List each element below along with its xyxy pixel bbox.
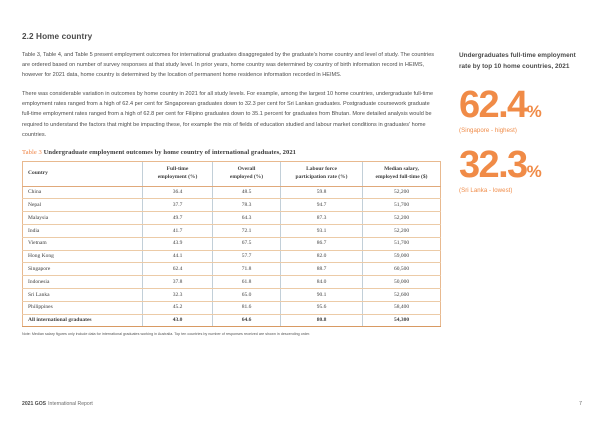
col-header-overall-employed bbox=[213, 161, 281, 186]
cell-overall: 48.5 bbox=[213, 186, 281, 199]
footer-page-number: 7 bbox=[579, 401, 582, 407]
cell-country: China bbox=[23, 186, 143, 199]
cell-salary: 51,700 bbox=[363, 199, 441, 212]
cell-labour: 90.1 bbox=[281, 288, 363, 301]
stat-highest bbox=[459, 84, 585, 134]
cell-salary: 52,200 bbox=[363, 225, 441, 238]
body-paragraph-2: There was considerable variation in outcomes by home country in 2021 for all study levels. For example, among the largest 10 home countries, undergraduate full-time employment rates ranged from a high of 62.4 per cent for Singaporean graduates down to 32.3 per cent for Sri Lankan graduates. Postgraduate coursework graduate full-time employment rates ranged from a high of 62.8 per cent for Filipino graduates down to 35.1 percent for graduates from Bhutan. More detailed analysis would be required to understand the factors that might be impacting these, for example the mix of fields of education studied and labour market conditions in graduates' home countries. bbox=[22, 91, 434, 138]
cell-salary: 51,700 bbox=[363, 237, 441, 250]
stat-lowest-value-wrap bbox=[459, 143, 585, 186]
cell-overall: 78.3 bbox=[213, 199, 281, 212]
col-header-overall-line2: employed (%) bbox=[229, 173, 264, 180]
cell-country: Vietnam bbox=[23, 237, 143, 250]
table-row bbox=[23, 288, 441, 301]
stat-highest-number: 62.4 bbox=[459, 84, 527, 127]
cell-fulltime: 32.3 bbox=[143, 288, 213, 301]
cell-salary: 59,000 bbox=[363, 250, 441, 263]
footer-report-line bbox=[22, 401, 93, 407]
stat-lowest-number: 32.3 bbox=[459, 143, 527, 186]
table-note: Note: Median salary figures only include data for international graduates working in Australia. Top ten countries by number of responses received are shown in descending order. bbox=[22, 332, 311, 337]
cell-fulltime-total: 43.0 bbox=[143, 314, 213, 327]
cell-labour: 82.0 bbox=[281, 250, 363, 263]
cell-country: Philippines bbox=[23, 301, 143, 314]
col-header-fulltime-employment bbox=[143, 161, 213, 186]
table-row bbox=[23, 263, 441, 276]
cell-salary: 52,600 bbox=[363, 288, 441, 301]
cell-labour: 59.8 bbox=[281, 186, 363, 199]
main-content-column bbox=[22, 32, 440, 338]
cell-salary: 50,000 bbox=[363, 276, 441, 289]
col-header-overall-line1: Overall bbox=[237, 165, 256, 172]
cell-fulltime: 41.7 bbox=[143, 225, 213, 238]
cell-salary: 52,200 bbox=[363, 186, 441, 199]
section-heading: 2.2 Home country bbox=[22, 32, 93, 41]
undergraduate-outcomes-table bbox=[22, 161, 441, 328]
cell-salary: 58,400 bbox=[363, 301, 441, 314]
cell-overall: 72.1 bbox=[213, 225, 281, 238]
cell-fulltime: 36.4 bbox=[143, 186, 213, 199]
table-body bbox=[23, 186, 441, 327]
cell-labour: 94.7 bbox=[281, 199, 363, 212]
cell-country: Singapore bbox=[23, 263, 143, 276]
cell-labour: 88.7 bbox=[281, 263, 363, 276]
stat-lowest bbox=[459, 143, 585, 194]
col-header-labour-force-participation bbox=[281, 161, 363, 186]
cell-labour-total: 80.8 bbox=[281, 314, 363, 327]
cell-salary: 52,200 bbox=[363, 212, 441, 225]
table-caption bbox=[22, 149, 440, 156]
table-header-row bbox=[23, 161, 441, 186]
col-header-country bbox=[23, 161, 143, 186]
footer-report-name: International Report bbox=[48, 401, 93, 407]
page-footer bbox=[22, 401, 582, 407]
cell-overall: 71.8 bbox=[213, 263, 281, 276]
table-caption-number: Table 3 bbox=[22, 148, 42, 156]
sidebar-heading: Undergraduates full-time employment rate by top 10 home countries, 2021 bbox=[459, 52, 576, 71]
col-header-salary-line1: Median salary, bbox=[384, 165, 419, 172]
cell-overall: 57.7 bbox=[213, 250, 281, 263]
table-row bbox=[23, 250, 441, 263]
cell-country-total: All international graduates bbox=[23, 314, 143, 327]
cell-overall: 61.8 bbox=[213, 276, 281, 289]
cell-fulltime: 49.7 bbox=[143, 212, 213, 225]
col-header-labour-line1: Labour force bbox=[306, 165, 337, 172]
cell-labour: 95.6 bbox=[281, 301, 363, 314]
body-paragraph-1: Table 3, Table 4, and Table 5 present employment outcomes for international graduates disaggregated by the graduate's home country and level of study. The countries are ordered based on number of survey responses at that study level. In prior years, home country was determined by country of birth information record in HEIMS, however for 2021 data, home country is determined by the location of permanent home residence information recorded in HEIMS. bbox=[22, 52, 435, 79]
table-row bbox=[23, 237, 441, 250]
cell-labour: 84.0 bbox=[281, 276, 363, 289]
table-caption-text: Undergraduate employment outcomes by home country of international graduates, 2021 bbox=[43, 148, 297, 156]
cell-salary-total: 54,300 bbox=[363, 314, 441, 327]
cell-labour: 93.1 bbox=[281, 225, 363, 238]
cell-fulltime: 37.8 bbox=[143, 276, 213, 289]
cell-fulltime: 43.9 bbox=[143, 237, 213, 250]
table-row bbox=[23, 186, 441, 199]
stat-highest-label: (Singapore - highest) bbox=[459, 126, 517, 134]
cell-country: Indonesia bbox=[23, 276, 143, 289]
cell-labour: 86.7 bbox=[281, 237, 363, 250]
col-header-median-salary bbox=[363, 161, 441, 186]
col-header-salary-line2: employed full-time ($) bbox=[375, 173, 428, 180]
stat-highest-value-wrap bbox=[459, 84, 585, 127]
footer-year-report: 2021 GOS bbox=[22, 401, 47, 407]
col-header-fulltime-line2: employment (%) bbox=[157, 173, 198, 180]
col-header-labour-line2: participation rate (%) bbox=[295, 173, 348, 180]
cell-overall: 81.6 bbox=[213, 301, 281, 314]
cell-country: India bbox=[23, 225, 143, 238]
cell-country: Nepal bbox=[23, 199, 143, 212]
col-header-fulltime-line1: Full-time bbox=[166, 165, 189, 172]
cell-country: Hong Kong bbox=[23, 250, 143, 263]
table-row bbox=[23, 199, 441, 212]
cell-labour: 87.3 bbox=[281, 212, 363, 225]
cell-overall: 65.0 bbox=[213, 288, 281, 301]
cell-fulltime: 45.2 bbox=[143, 301, 213, 314]
cell-fulltime: 44.1 bbox=[143, 250, 213, 263]
table-total-row bbox=[23, 314, 441, 327]
cell-fulltime: 37.7 bbox=[143, 199, 213, 212]
cell-fulltime: 62.4 bbox=[143, 263, 213, 276]
table-row bbox=[23, 301, 441, 314]
cell-salary: 60,500 bbox=[363, 263, 441, 276]
table-row bbox=[23, 212, 441, 225]
stat-highest-unit: % bbox=[526, 102, 542, 122]
col-header-country-line1: Country bbox=[28, 169, 48, 176]
cell-overall: 67.5 bbox=[213, 237, 281, 250]
table-row bbox=[23, 225, 441, 238]
stat-lowest-unit: % bbox=[526, 161, 542, 181]
table-row bbox=[23, 276, 441, 289]
stat-lowest-label: (Sri Lanka - lowest) bbox=[459, 186, 513, 194]
cell-overall-total: 64.6 bbox=[213, 314, 281, 327]
sidebar-highlights bbox=[459, 50, 585, 208]
cell-overall: 64.3 bbox=[213, 212, 281, 225]
cell-country: Malaysia bbox=[23, 212, 143, 225]
cell-country: Sri Lanka bbox=[23, 288, 143, 301]
